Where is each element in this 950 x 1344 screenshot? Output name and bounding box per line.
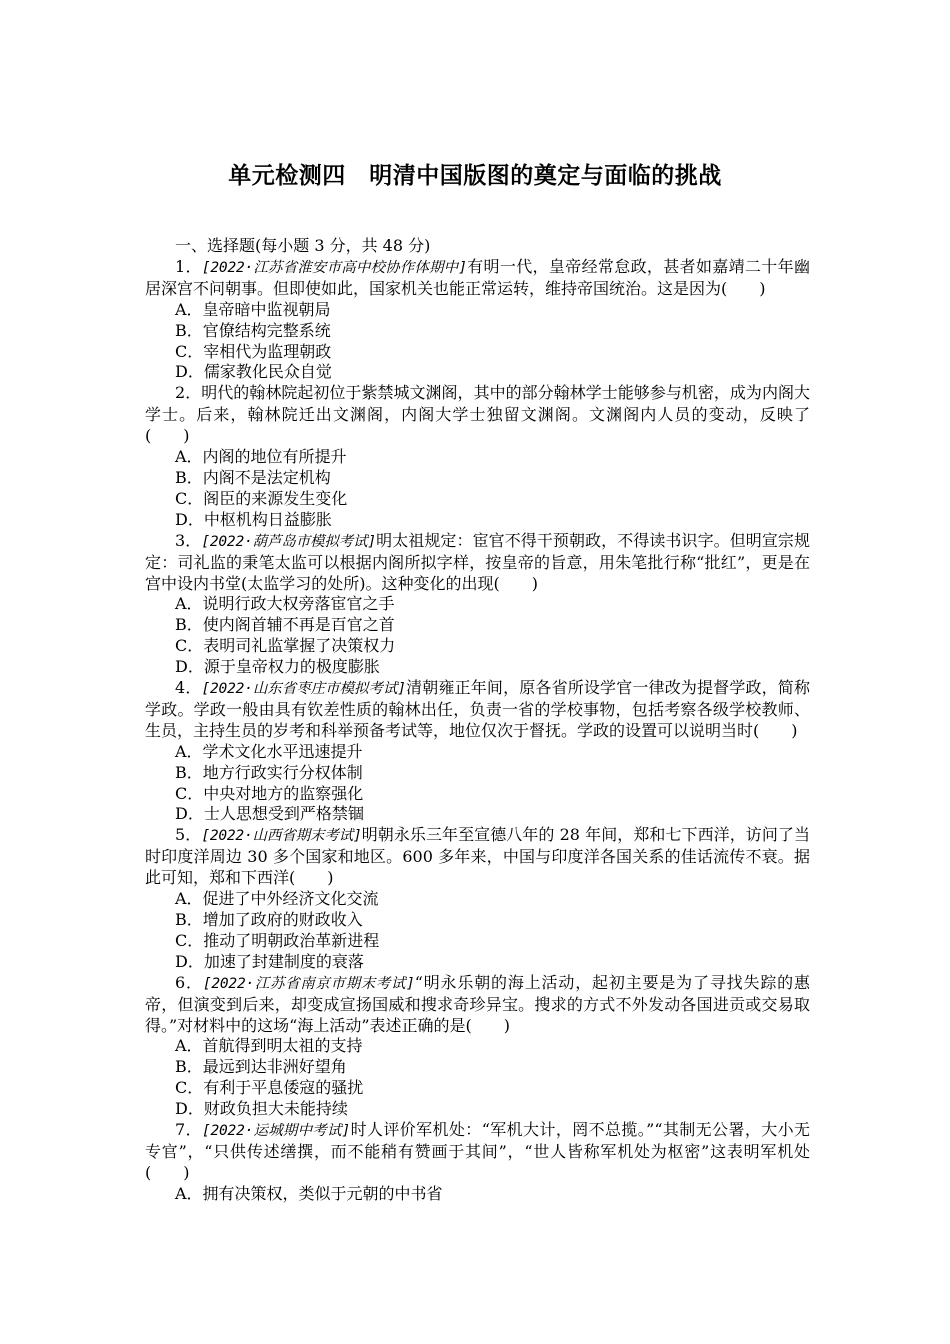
option-a: A．学术文化水平迅速提升: [175, 741, 363, 761]
option-d: D．财政负担大未能持续: [175, 1099, 348, 1119]
option-c: C．中央对地方的监察强化: [175, 783, 364, 803]
option-c: C．宰相代为监理朝政: [175, 341, 332, 361]
question-source: [2022·江苏省南京市期末考试]: [202, 975, 415, 992]
content-body: [145, 236, 810, 1205]
option-b: B．官僚结构完整系统: [175, 320, 331, 340]
question-number: 5．: [175, 825, 202, 845]
option-a: A．首航得到明太祖的支持: [175, 1036, 363, 1056]
option-d: D．源于皇帝权力的极度膨胀: [175, 657, 380, 677]
question-text: 时人评价军机处：“军机大计，罔不总揽。”“其制无公署，大小无专官”，“只供传述缮撰，而不能稍有赞画于其间”，“世人皆称军机处为枢密”这表明军机处( ): [145, 1120, 810, 1182]
question-stem: [145, 678, 810, 742]
question-source: [2022·葫芦岛市模拟考试]: [201, 533, 377, 550]
question-text: 明朝永乐三年至宣德八年的 28 年间，郑和七下西洋，访问了当时印度洋周边 30 多个国家和地区。600 多年来，中国与印度洋各国关系的佳话流传不衰。据此可知，郑和下西洋( ): [145, 825, 810, 888]
page-title: 单元检测四 明清中国版图的奠定与面临的挑战: [228, 163, 722, 189]
question-stem: [145, 973, 810, 1037]
question-text: 有明一代，皇帝经常怠政，甚者如嘉靖二十年幽居深宫不问朝事。但即使如此，国家机关也能正常运转，维持帝国统治。这是因为( ): [145, 256, 810, 298]
option-d: D．士人思想受到严格禁锢: [175, 804, 364, 824]
option-a: A．内阁的地位有所提升: [175, 447, 347, 467]
question-text: 清朝雍正年间，原各省所设学官一律改为提督学政，简称学政。学政一般由具有钦差性质的翰林出任，负责一省的学校事物，包括考察各级学校教师、生员，主持生员的岁考和科举预备考试等，地位仅次于督抚。学政的设置可以说明当时( ): [145, 678, 810, 740]
question-4: [145, 678, 810, 825]
option-c: C．有利于平息倭寇的骚扰: [175, 1078, 364, 1098]
question-number: 7．: [175, 1120, 202, 1140]
question-text: 明代的翰林院起初位于紫禁城文渊阁，其中的部分翰林学士能够参与机密，成为内阁大学士。后来，翰林院迁出文渊阁，内阁大学士独留文渊阁。文渊阁内人员的变动，反映了( ): [145, 383, 810, 446]
question-7: [145, 1120, 810, 1205]
option-a: A．促进了中外经济文化交流: [175, 889, 379, 909]
question-source: [2022·山西省期末考试]: [201, 828, 362, 845]
option-b: B．最远到达非洲好望角: [175, 1057, 347, 1077]
question-number: 2．: [175, 383, 202, 403]
option-c: C．阁臣的来源发生变化: [175, 488, 348, 508]
option-c: C．表明司礼监掌握了决策权力: [175, 636, 396, 656]
option-d: D．儒家教化民众自觉: [175, 362, 332, 382]
option-b: B．地方行政实行分权体制: [175, 762, 363, 782]
question-source: [2022·运城期中考试]: [201, 1123, 351, 1140]
option-a: A．拥有决策权，类似于元朝的中书省: [175, 1183, 443, 1203]
option-a: A．说明行政大权旁落宦官之手: [175, 594, 395, 614]
question-stem: [145, 257, 810, 300]
section-heading: 一、选择题(每小题 3 分，共 48 分): [175, 236, 431, 255]
question-3: [145, 531, 810, 678]
option-d: D．加速了封建制度的衰落: [175, 951, 364, 971]
question-stem: [145, 825, 810, 889]
option-d: D．中枢机构日益膨胀: [175, 509, 332, 529]
question-text: “明永乐朝的海上活动，起初主要是为了寻找失踪的惠帝，但演变到后来，却变成宣扬国威和搜求奇珍异宝。搜求的方式不外发动各国进贡或交易取得。”对材料中的这场“海上活动”表述正确的是( ): [145, 972, 810, 1035]
question-2: [145, 383, 810, 530]
question-1: [145, 257, 810, 383]
question-stem: [145, 383, 810, 447]
question-number: 4．: [175, 678, 202, 698]
question-5: [145, 825, 810, 972]
question-number: 3．: [175, 530, 202, 550]
option-b: B．增加了政府的财政收入: [175, 910, 363, 929]
option-a: A．皇帝暗中监视朝局: [175, 299, 331, 319]
question-source: [2022·江苏省淮安市高中校协作体期中]: [201, 259, 467, 276]
question-6: [145, 973, 810, 1120]
option-b: B．使内阁首辅不再是百官之首: [175, 615, 395, 635]
option-b: B．内阁不是法定机构: [175, 467, 331, 487]
question-source: [2022·山东省枣庄市模拟考试]: [201, 681, 406, 698]
question-stem: [145, 1120, 810, 1184]
option-c: C．推动了明朝政治革新进程: [175, 930, 380, 950]
question-number: 6．: [175, 972, 203, 992]
question-number: 1．: [175, 256, 202, 276]
question-text: 明太祖规定：宦官不得干预朝政，不得读书识字。但明宣宗规定：司礼监的秉笔太监可以根据内阁所拟字样，按皇帝的旨意，用朱笔批行称“批红”，更是在宫中设内书堂(太监学习的处所)。这种变化的出现( ): [145, 530, 810, 593]
question-stem: [145, 531, 810, 595]
